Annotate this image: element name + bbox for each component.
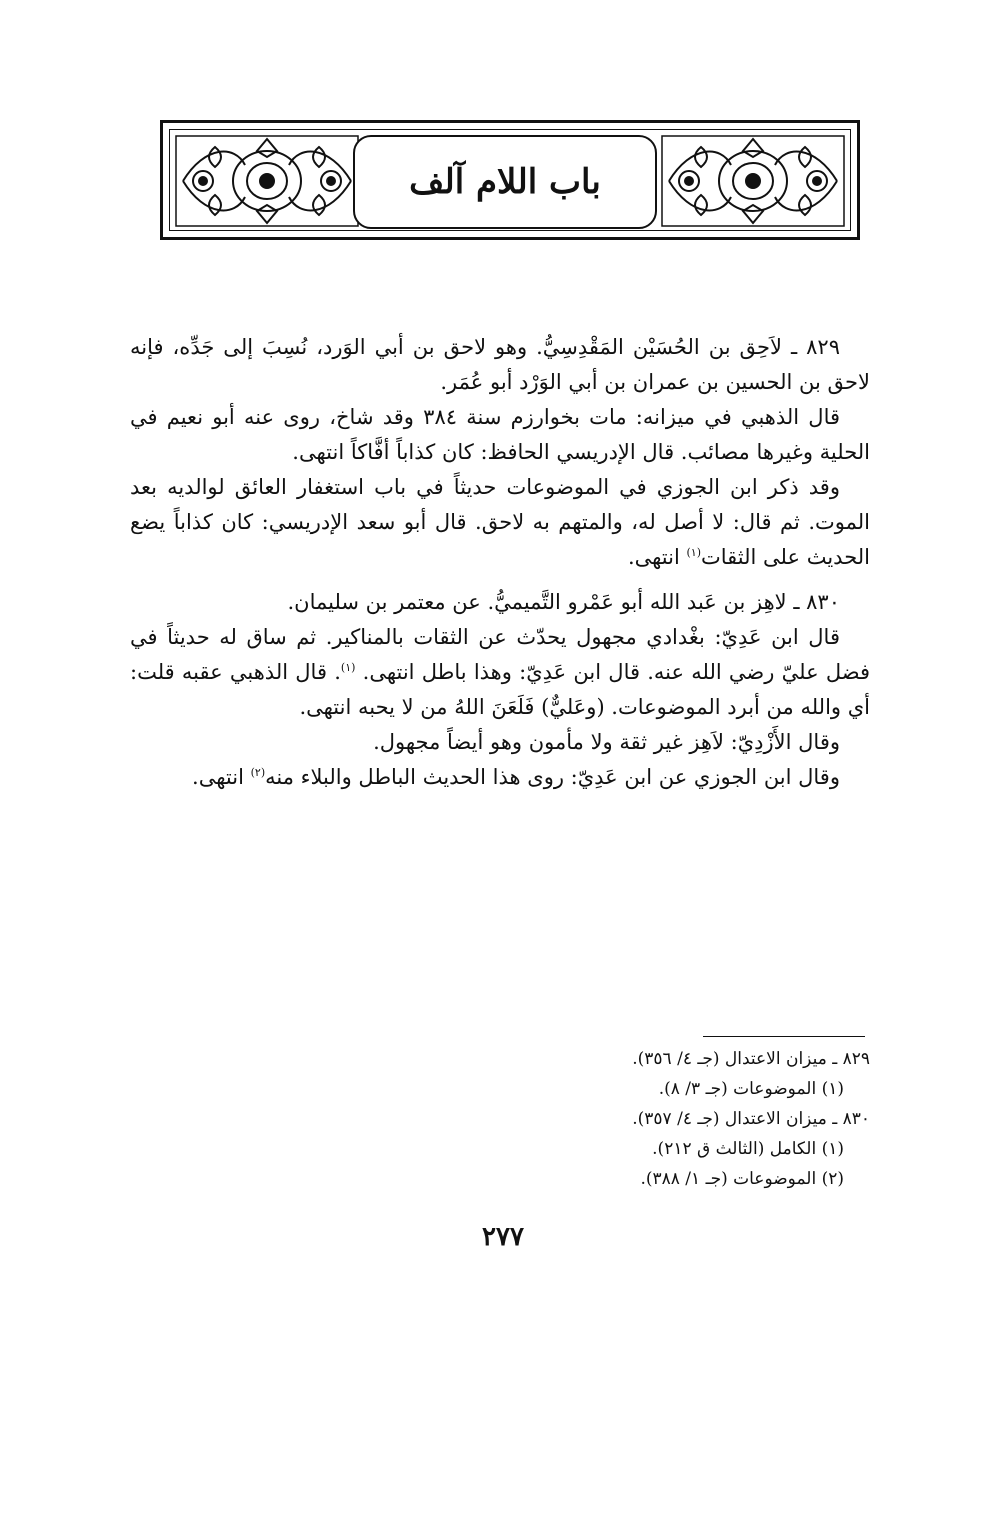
entry-830-heading: ٨٣٠ ـ لاهِز بن عَبد الله أبو عَمْرو التَّميميُّ. عن معتمر بن سليمان.: [287, 590, 840, 614]
footnote-marker[interactable]: (١): [340, 661, 356, 674]
footnote-divider: [703, 1036, 865, 1037]
entry-830-paragraph: وقال الأَزْدِيّ: لاَهِز غير ثقة ولا مأمون وهو أيضاً مجهول.: [373, 730, 840, 754]
chapter-banner: [160, 120, 860, 240]
footnote-item: (١) الموضوعات (جـ ٣/ ٨).: [658, 1079, 844, 1099]
entry-830-text: قال ابن عَدِيّ: بغْدادي مجهول يحدّث عن الثقات بالمناكير. ثم ساق له حديثاً في فضل عليّ رضي الله عنه. قال ابن عَدِيّ: وهذا باطل انتهى.: [130, 625, 870, 684]
footnote-item: ٨٣٠ ـ ميزان الاعتدال (جـ ٤/ ٣٥٧).: [632, 1109, 870, 1129]
entry-829-heading: ٨٢٩ ـ لاَحِق بن الحُسَيْن المَقْدِسِيُّ. وهو لاحق بن أبي الوَرد، نُسِبَ إلى جَدِّه، فإنه لاحق بن الحسين بن عمران بن أبي الوَرْد أبو عُمَر.: [130, 335, 870, 394]
main-text: [130, 330, 870, 795]
entry-830-text: . قال الذهبي عقبه قلت: أي والله من أبرد الموضوعات. (وعَليٌّ) فَلَعَنَ اللهُ من لا يحبه انتهى.: [130, 660, 870, 719]
footnote-marker[interactable]: (٢): [250, 766, 266, 779]
footnote-item: (٢) الموضوعات (جـ ١/ ٣٨٨).: [640, 1169, 844, 1189]
page-number: ٢٧٧: [482, 1222, 524, 1252]
entry-829-ending: انتهى.: [627, 545, 680, 569]
arabesque-ornament-icon: [661, 135, 845, 227]
footnote-item: (١) الكامل (الثالث ق ٢١٢).: [652, 1139, 844, 1159]
footnote-marker[interactable]: (١): [686, 546, 702, 559]
entry-829-text: وقد ذكر ابن الجوزي في الموضوعات حديثاً في باب استغفار العائق لوالديه بعد الموت. ثم قال: لا أصل له، والمتهم به لاحق. قال أبو سعد الإدريسي: كان كذاباً يضع الحديث على الثقات: [130, 475, 870, 569]
footnotes: [430, 1044, 870, 1194]
chapter-title: باب اللام آلف: [409, 162, 601, 202]
entry-829-paragraph: [130, 470, 870, 575]
footnote-item: ٨٢٩ ـ ميزان الاعتدال (جـ ٤/ ٣٥٦).: [632, 1049, 870, 1069]
entry-830-text: وقال ابن الجوزي عن ابن عَدِيّ: روى هذا الحديث الباطل والبلاء منه: [265, 765, 840, 789]
entry-830-paragraph: [130, 760, 870, 795]
entry-830-paragraph: [130, 620, 870, 725]
entry-829-paragraph: قال الذهبي في ميزانه: مات بخوارزم سنة ٣٨٤ وقد شاخ، روى عنه أبو نعيم في الحلية وغيرها مصائب. قال الإدريسي الحافظ: كان كذاباً أفَّاكاً انتهى.: [130, 405, 870, 464]
arabesque-ornament-icon: [175, 135, 359, 227]
chapter-title-box: [353, 135, 657, 229]
entry-830-ending: انتهى.: [192, 765, 244, 789]
